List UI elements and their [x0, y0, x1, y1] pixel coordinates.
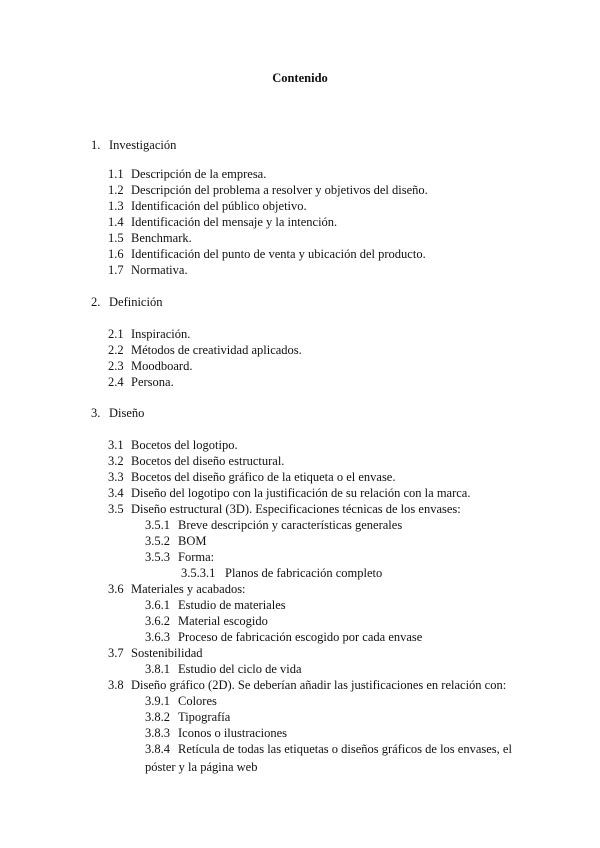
- toc-item-3-6: [108, 581, 246, 597]
- toc-label: Colores: [178, 694, 217, 708]
- toc-number: 3.5.1: [145, 518, 170, 532]
- toc-number: 1.4: [108, 215, 124, 229]
- toc-label: Diseño del logotipo con la justificación de su relación con la marca.: [131, 486, 471, 500]
- toc-label: Identificación del público objetivo.: [131, 199, 307, 213]
- toc-number: 2.1: [108, 327, 124, 341]
- toc-label: Benchmark.: [131, 231, 192, 245]
- toc-section-3: [91, 405, 144, 421]
- toc-item-1-6: [108, 246, 426, 262]
- toc-label: Planos de fabricación completo: [225, 566, 383, 580]
- toc-section-1: [91, 137, 176, 153]
- toc-label: Bocetos del diseño estructural.: [131, 454, 285, 468]
- toc-number: 3.2: [108, 454, 124, 468]
- toc-number: 3.8.2: [145, 710, 170, 724]
- toc-label: Métodos de creatividad aplicados.: [131, 343, 302, 357]
- toc-number: 3.8: [108, 678, 124, 692]
- toc-item-3-2: [108, 453, 284, 469]
- toc-label: Forma:: [178, 550, 215, 564]
- toc-label: Retícula de todas las etiquetas o diseños gráficos de los envases, el: [178, 742, 512, 756]
- toc-label: Materiales y acabados:: [131, 582, 246, 596]
- toc-number: 1.2: [108, 183, 124, 197]
- toc-label: Diseño: [109, 406, 145, 420]
- toc-number: 3.5: [108, 502, 124, 516]
- toc-item-1-4: [108, 214, 337, 230]
- toc-label: Descripción de la empresa.: [131, 167, 267, 181]
- toc-section-2: [91, 294, 162, 310]
- toc-number: 1.3: [108, 199, 124, 213]
- toc-item-3-8-4-continuation: póster y la página web: [145, 760, 258, 774]
- toc-item-3-8-3: [145, 725, 287, 741]
- toc-label: Identificación del punto de venta y ubicación del producto.: [131, 247, 426, 261]
- toc-item-3-5: [108, 501, 461, 517]
- toc-number: 2.: [91, 295, 101, 309]
- toc-item-3-8-1: [145, 693, 217, 709]
- toc-label: Breve descripción y características generales: [178, 518, 403, 532]
- toc-number: 1.6: [108, 247, 124, 261]
- toc-item-3-6-1: [145, 597, 286, 613]
- toc-number: 2.4: [108, 375, 124, 389]
- toc-label: Normativa.: [131, 263, 188, 277]
- toc-number: 3.4: [108, 486, 124, 500]
- toc-label: BOM: [178, 534, 207, 548]
- toc-number: 3.9.1: [145, 694, 170, 708]
- toc-number: 1.1: [108, 167, 124, 181]
- toc-item-1-3: [108, 198, 307, 214]
- toc-item-1-5: [108, 230, 192, 246]
- toc-number: 3.8.3: [145, 726, 170, 740]
- toc-number: 3.3: [108, 470, 124, 484]
- toc-label: Moodboard.: [131, 359, 193, 373]
- toc-label: Diseño estructural (3D). Especificaciones técnicas de los envases:: [131, 502, 461, 516]
- toc-item-3-5-2: [145, 533, 206, 549]
- toc-item-3-8: [108, 677, 506, 693]
- toc-label: Bocetos del diseño gráfico de la etiqueta o el envase.: [131, 470, 396, 484]
- toc-number: 3.5.3.1: [181, 566, 216, 580]
- toc-item-3-7: [108, 645, 203, 661]
- toc-item-3-8-2: [145, 709, 230, 725]
- toc-number: 3.8.4: [145, 742, 170, 756]
- toc-number: 3.7: [108, 646, 124, 660]
- toc-number: 3.6: [108, 582, 124, 596]
- toc-item-3-4: [108, 485, 470, 501]
- toc-item-3-1: [108, 437, 238, 453]
- toc-number: 3.6.3: [145, 630, 170, 644]
- toc-label: Sostenibilidad: [131, 646, 203, 660]
- toc-label: Persona.: [131, 375, 174, 389]
- toc-number: 3.8.1: [145, 662, 170, 676]
- toc-label: Proceso de fabricación escogido por cada envase: [178, 630, 423, 644]
- toc-label: Iconos o ilustraciones: [178, 726, 288, 740]
- toc-item-2-3: [108, 358, 192, 374]
- toc-item-3-5-3-1: [181, 565, 382, 581]
- toc-item-1-2: [108, 182, 428, 198]
- toc-item-3-6-3: [145, 629, 422, 645]
- toc-label: Inspiración.: [131, 327, 191, 341]
- toc-label: Estudio de materiales: [178, 598, 286, 612]
- toc-label: Bocetos del logotipo.: [131, 438, 238, 452]
- toc-number: 3.: [91, 406, 101, 420]
- toc-label: Estudio del ciclo de vida: [178, 662, 302, 676]
- toc-number: 1.7: [108, 263, 124, 277]
- toc-item-1-7: [108, 262, 188, 278]
- toc-item-1-1: [108, 166, 266, 182]
- toc-number: 3.1: [108, 438, 124, 452]
- toc-label: Diseño gráfico (2D). Se deberían añadir las justificaciones en relación con:: [131, 678, 507, 692]
- page-title: Contenido: [272, 71, 328, 85]
- toc-number: 3.6.1: [145, 598, 170, 612]
- toc-item-2-4: [108, 374, 174, 390]
- toc-label: Descripción del problema a resolver y objetivos del diseño.: [131, 183, 428, 197]
- toc-item-3-7-1: [145, 661, 302, 677]
- toc-number: 2.2: [108, 343, 124, 357]
- toc-number: 1.: [91, 138, 101, 152]
- toc-label: Material escogido: [178, 614, 268, 628]
- toc-item-3-3: [108, 469, 395, 485]
- toc-item-3-5-1: [145, 517, 402, 533]
- toc-label: Definición: [109, 295, 163, 309]
- toc-label: Identificación del mensaje y la intención.: [131, 215, 338, 229]
- toc-number: 3.5.3: [145, 550, 170, 564]
- toc-number: 1.5: [108, 231, 124, 245]
- toc-label: Tipografía: [178, 710, 231, 724]
- toc-label: Investigación: [109, 138, 177, 152]
- toc-number: 3.6.2: [145, 614, 170, 628]
- toc-item-2-2: [108, 342, 302, 358]
- toc-item-3-5-3: [145, 549, 214, 565]
- toc-number: 2.3: [108, 359, 124, 373]
- toc-item-2-1: [108, 326, 190, 342]
- toc-item-3-8-4: [145, 741, 512, 757]
- toc-number: 3.5.2: [145, 534, 170, 548]
- toc-item-3-6-2: [145, 613, 268, 629]
